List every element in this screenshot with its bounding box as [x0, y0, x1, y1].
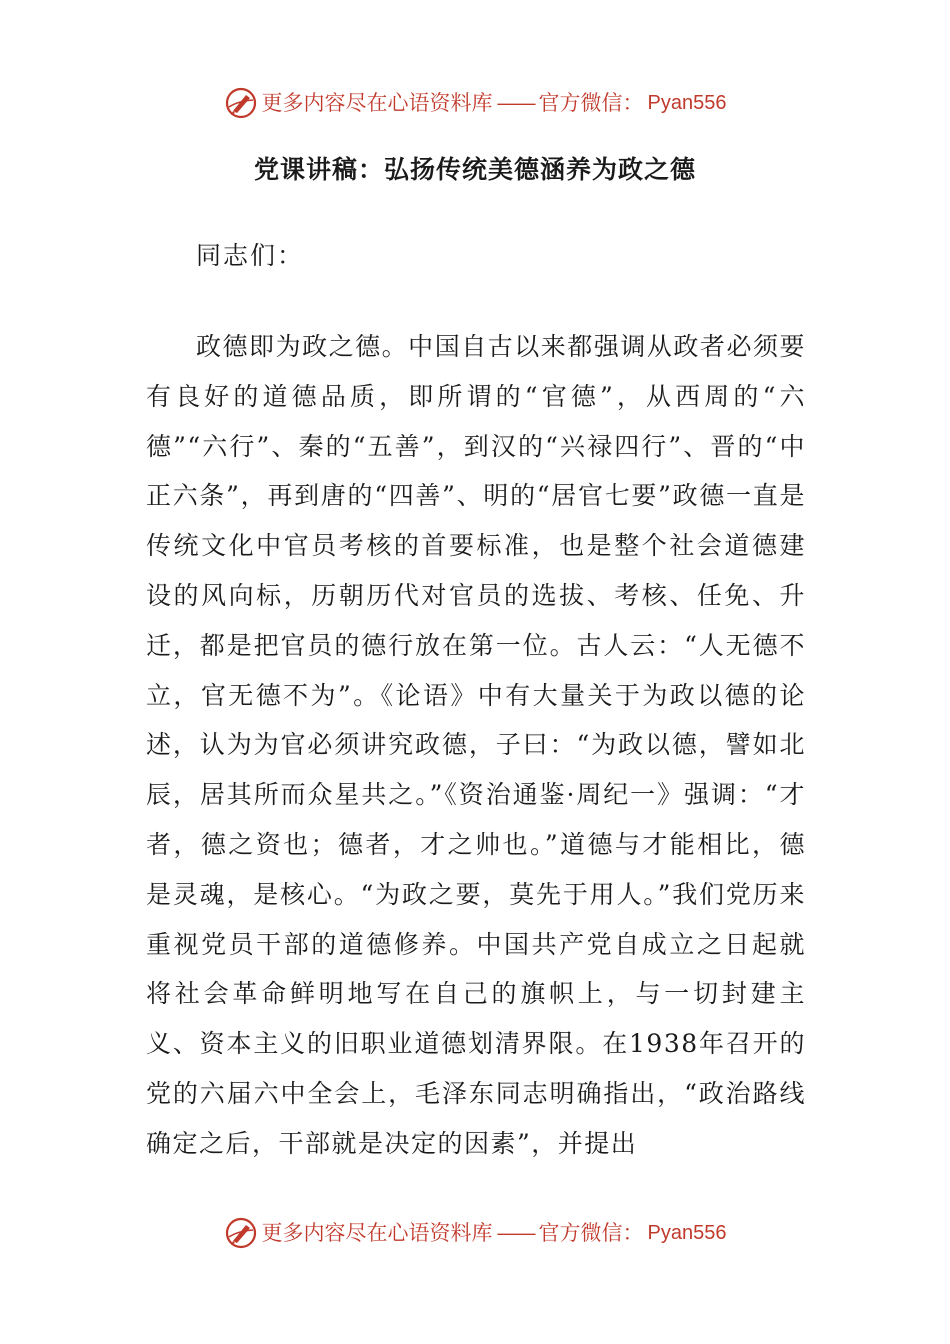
- banner-text: 更多内容尽在心语资料库: [261, 91, 493, 115]
- salutation: 同志们：: [196, 241, 305, 270]
- pen-logo-icon: [224, 86, 258, 120]
- banner-wechat-label: 官方微信：: [538, 91, 644, 115]
- body-paragraph: 政德即为政之德。中国自古以来都强调从政者必须要有良好的道德品质，即所谓的“官德”，从西周的“六德”“六行”、秦的“五善”，到汉的“兴禄四行”、晋的“中正六条”，再到唐的“四善”、明的“居官七要”政德一直是传统文化中官员考核的首要标准，也是整个社会道德建设的风向标，历朝历代对官员的选拔、考核、任免、升迁，都是把官员的德行放在第一位。古人云：“人无德不立，官无德不为”。《论语》中有大量关于为政以德的论述，认为为官必须讲究政德，子曰：“为政以德，譬如北辰，居其所而众星共之。”《资治通鉴·周纪一》强调：“才者，德之资也；德者，才之帅也。”道德与才能相比，德是灵魂，是核心。“为政之要，莫先于用人。”我们党历来重视党员干部的道德修养。中国共产党自成立之日起就将社会革命鲜明地写在自己的旗帜上，与一切封建主义、资本主义的旧职业道德划清界限。在1938年召开的党的六届六中全会上，毛泽东同志明确指出，“政治路线确定之后，干部就是决定的因素”，并提出: [146, 332, 806, 1158]
- pen-logo-icon: [224, 1216, 258, 1250]
- banner-wechat-id: Pyan556: [647, 1222, 727, 1244]
- banner-separator: ——: [496, 1221, 535, 1245]
- document-title: 党课讲稿：弘扬传统美德涵养为政之德: [253, 155, 696, 184]
- banner-wechat-id: Pyan556: [647, 92, 727, 114]
- banner-text: 更多内容尽在心语资料库: [261, 1221, 493, 1245]
- footer-banner: [0, 1216, 950, 1250]
- banner-wechat-label: 官方微信：: [538, 1221, 644, 1245]
- header-banner: [0, 86, 950, 120]
- banner-separator: ——: [496, 91, 535, 115]
